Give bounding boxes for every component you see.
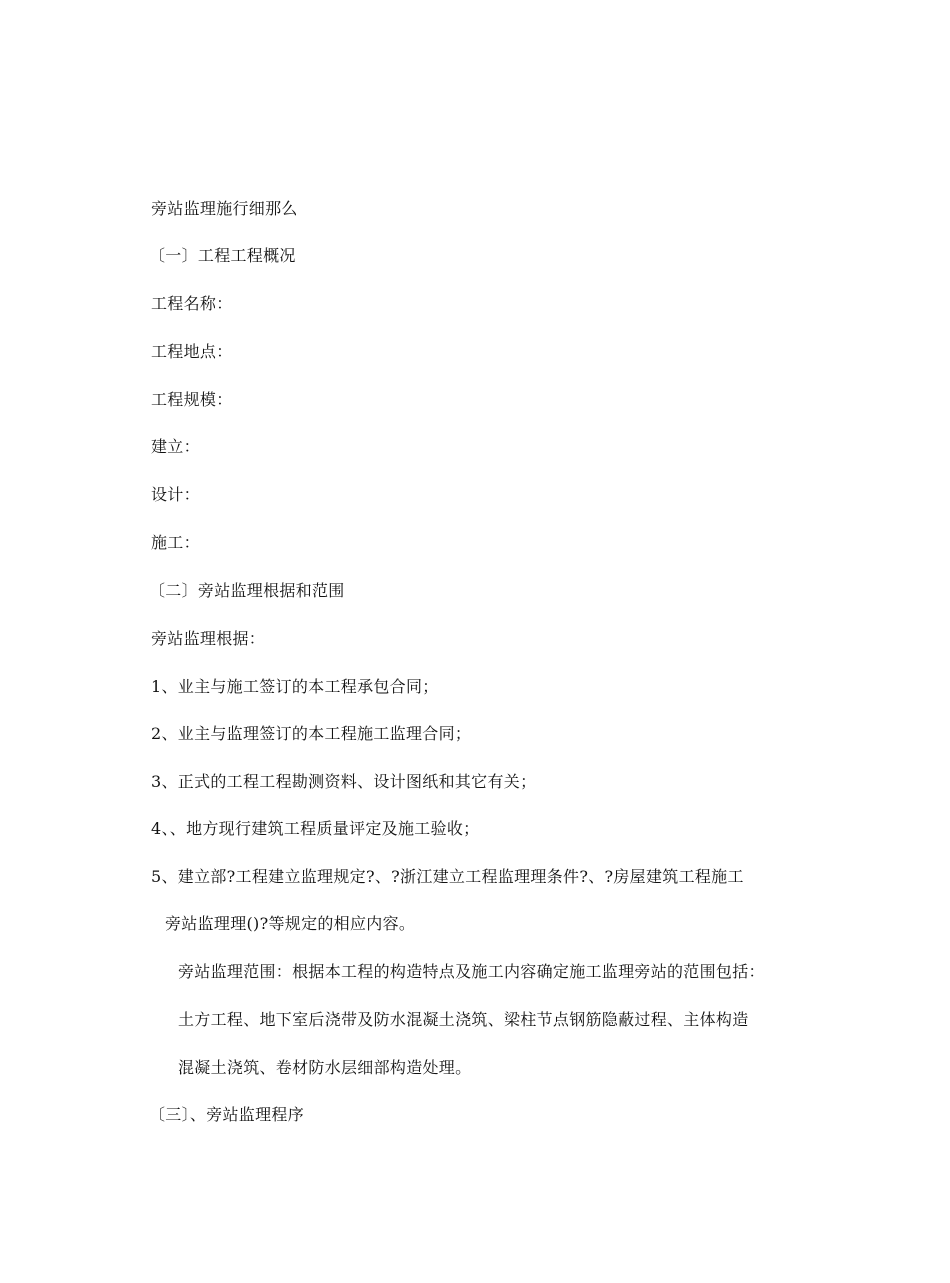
basis-item-4: 4、、地方现行建筑工程质量评定及施工验收；: [151, 819, 480, 838]
basis-label: 旁站监理根据：: [151, 629, 266, 648]
basis-item-1: 1、业主与施工签订的本工程承包合同；: [151, 677, 439, 696]
scope-line-2: 土方工程、地下室后浇带及防水混凝土浇筑、梁柱节点钢筋隐蔽过程、主体构造: [178, 1010, 749, 1029]
field-construction-owner: 建立：: [151, 437, 200, 456]
basis-item-2: 2、业主与监理签订的本工程施工监理合同；: [151, 724, 472, 743]
basis-item-5-continuation: 旁站监理理()?等规定的相应内容。: [165, 914, 416, 933]
basis-item-3: 3、正式的工程工程勘测资料、设计图纸和其它有关；: [151, 772, 537, 791]
field-project-location: 工程地点：: [151, 342, 233, 361]
scope-line-3: 混凝土浇筑、卷材防水层细部构造处理。: [178, 1058, 472, 1077]
document-title: 旁站监理施行细那么: [151, 199, 298, 218]
section-heading-procedure: 〔三〕、旁站监理程序: [149, 1105, 305, 1124]
field-project-name: 工程名称：: [151, 294, 233, 313]
field-construction: 施工：: [151, 533, 200, 552]
basis-item-5: 5、建立部?工程建立监理规定?、?浙江建立工程监理理条件?、?房屋建筑工程施工: [151, 867, 744, 886]
scope-line-1: 旁站监理范围：根据本工程的构造特点及施工内容确定施工监理旁站的范围包括：: [178, 962, 765, 981]
section-heading-basis-scope: 〔二〕旁站监理根据和范围: [149, 581, 345, 600]
field-design: 设计：: [151, 485, 200, 504]
section-heading-overview: 〔一〕工程工程概况: [149, 246, 296, 265]
field-project-scale: 工程规模：: [151, 390, 233, 409]
